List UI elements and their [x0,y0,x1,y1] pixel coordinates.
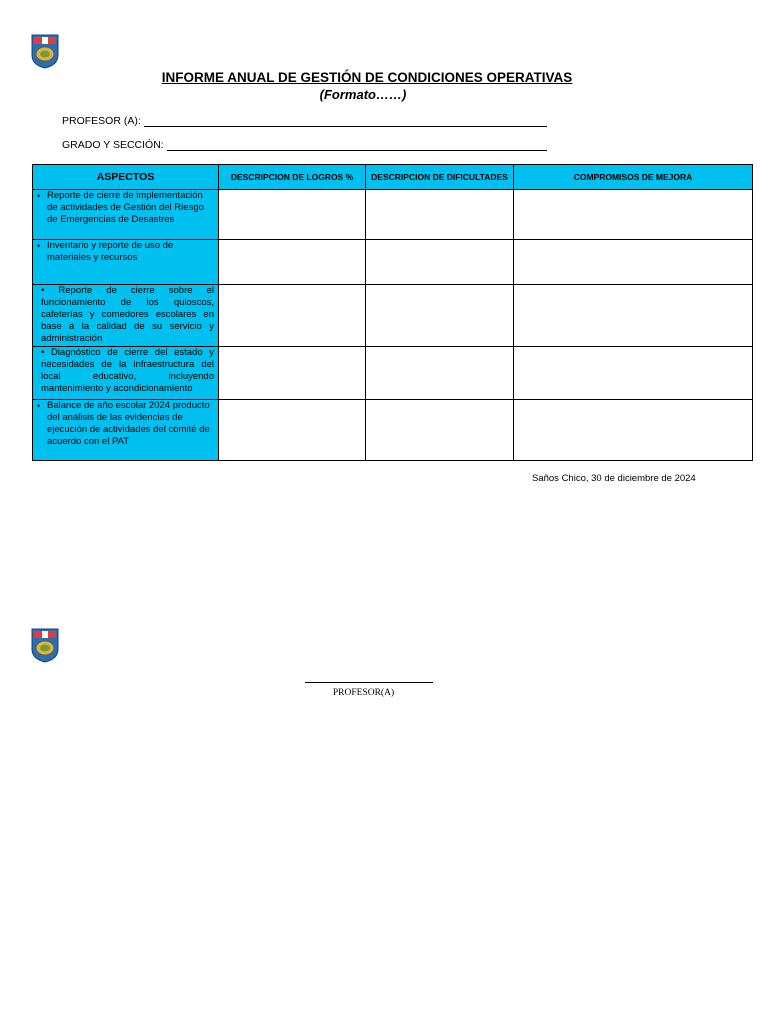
header-aspectos: ASPECTOS [33,165,219,190]
grado-label: GRADO Y SECCIÓN: [62,139,164,151]
bullet-icon: • [41,285,59,296]
profesor-label: PROFESOR (A): [62,115,141,127]
school-crest-icon [30,33,60,69]
logros-cell [219,190,366,240]
logros-cell [219,240,366,285]
compromisos-cell [514,400,753,461]
dificultades-cell [366,240,514,285]
aspect-cell [33,240,219,285]
signature-label: PROFESOR(A) [332,688,395,698]
aspect-text: Inventario y reporte de uso de materiales y recursos [47,240,174,263]
place-date: Saños Chico, 30 de diciembre de 2024 [532,473,696,484]
compromisos-cell [514,347,753,400]
table-row [33,400,753,461]
aspects-table [32,164,753,461]
table-header-row [33,165,753,190]
header-logros: DESCRIPCION DE LOGROS % [219,165,366,190]
aspect-text: Reporte de cierre sobre el funcionamiento de los quioscos, cafeterías y comedores escolares en base a la calidad de su servicio y administración [41,285,214,344]
grado-field [62,139,547,151]
header-compromisos: COMPROMISOS DE MEJORA [514,165,753,190]
profesor-field [62,115,547,127]
bullet-icon: • [37,191,41,201]
table-row [33,190,753,240]
logros-cell [219,347,366,400]
aspect-text: Balance de año escolar 2024 producto del análisis de las evidencias de ejecución de actividades del comité de acuerdo con el PAT [47,400,210,447]
logros-cell [219,400,366,461]
aspect-text: Reporte de cierre de implementación de actividades de Gestión del Riesgo de Emergencias de Desastres [47,190,204,225]
bullet-icon: • [41,347,51,358]
table-row [33,285,753,347]
dificultades-cell [366,190,514,240]
profesor-blank-line [144,116,547,127]
document-title: INFORME ANUAL DE GESTIÓN DE CONDICIONES OPERATIVAS [161,70,573,85]
table-row [33,347,753,400]
compromisos-cell [514,240,753,285]
table-row [33,240,753,285]
dificultades-cell [366,400,514,461]
aspect-cell [33,347,219,400]
dificultades-cell [366,285,514,347]
grado-blank-line [167,140,547,151]
compromisos-cell [514,285,753,347]
logros-cell [219,285,366,347]
aspect-cell [33,285,219,347]
bullet-icon: • [37,401,41,411]
school-crest-icon [30,627,60,663]
compromisos-cell [514,190,753,240]
header-dificultades: DESCRIPCION DE DIFICULTADES [366,165,514,190]
signature-line [305,682,433,683]
dificultades-cell [366,347,514,400]
aspect-cell [33,190,219,240]
aspect-cell [33,400,219,461]
aspect-text: Diagnóstico de cierre del estado y necesidades de la infraestructura del local educativo, incluyendo mantenimiento y acondicionamiento [41,347,214,394]
bullet-icon: • [37,241,41,251]
document-subtitle: (Formato……) [319,87,407,102]
